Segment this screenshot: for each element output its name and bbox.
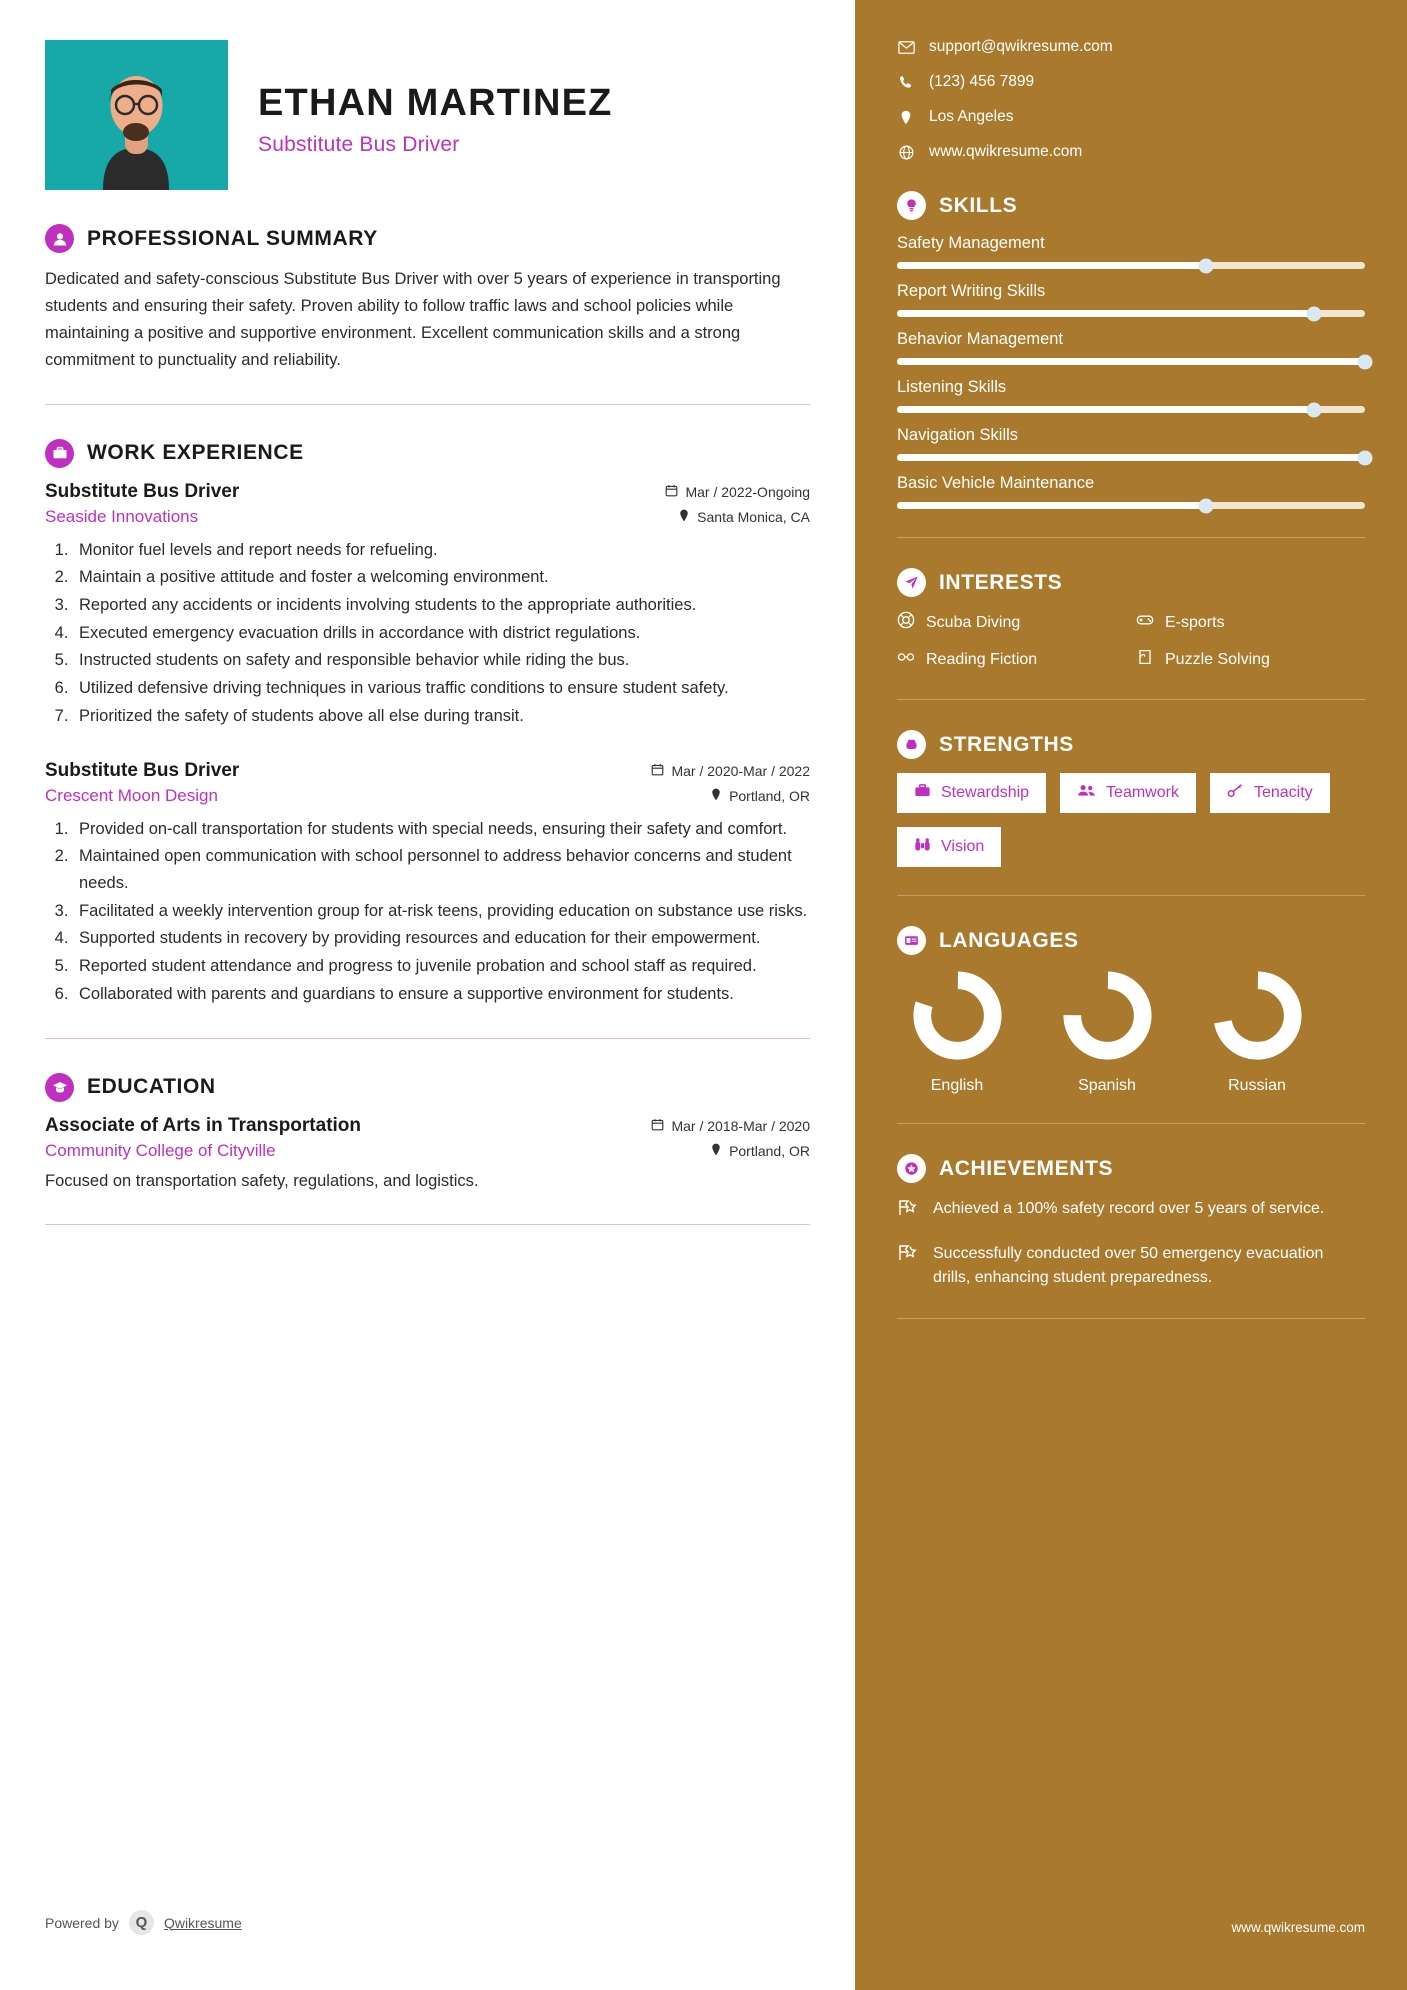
list-item: 2. Maintain a positive attitude and foster a welcoming environment. bbox=[73, 564, 810, 591]
interest-item bbox=[1136, 611, 1365, 634]
skill-item bbox=[897, 282, 1365, 317]
skill-item bbox=[897, 234, 1365, 269]
puzzle-icon bbox=[1136, 648, 1154, 671]
education-location-text: Portland, OR bbox=[729, 1142, 810, 1159]
section-header bbox=[897, 730, 1365, 759]
achievement-item bbox=[897, 1197, 1365, 1224]
id-card-icon bbox=[897, 926, 926, 955]
section-title: WORK EXPERIENCE bbox=[87, 441, 304, 465]
skill-label: Safety Management bbox=[897, 234, 1045, 252]
skill-item bbox=[897, 474, 1365, 509]
skill-label: Basic Vehicle Maintenance bbox=[897, 474, 1095, 492]
location-icon bbox=[710, 1143, 722, 1159]
contact-location-text: Los Angeles bbox=[929, 108, 1014, 125]
section-professional-summary bbox=[45, 224, 810, 374]
language-donut bbox=[1061, 969, 1154, 1062]
interest-label: E-sports bbox=[1165, 613, 1225, 631]
section-languages bbox=[897, 926, 1365, 1095]
language-label: Russian bbox=[1228, 1077, 1286, 1094]
location-icon bbox=[710, 788, 722, 804]
education-description: Focused on transportation safety, regulations, and logistics. bbox=[45, 1171, 479, 1190]
skill-bar bbox=[897, 502, 1365, 509]
divider bbox=[45, 1038, 810, 1039]
award-icon bbox=[897, 1242, 919, 1269]
skill-item bbox=[897, 378, 1365, 413]
section-title: LANGUAGES bbox=[939, 928, 1079, 952]
languages-list bbox=[897, 969, 1365, 1095]
strength-chip bbox=[897, 773, 1046, 813]
phone-icon bbox=[897, 75, 915, 90]
globe-icon bbox=[897, 145, 915, 160]
work-bullets bbox=[73, 537, 810, 730]
section-achievements bbox=[897, 1154, 1365, 1290]
sidebar-footer-url: www.qwikresume.com bbox=[1231, 1920, 1365, 1935]
summary-text: Dedicated and safety-conscious Substitute Bus Driver with over 5 years of experience in transporting students and ensuring their safety. Proven ability to follow traffic laws and school policies while maintaining a positive and supportive environment. Excellent communication skills and a strong commitment to punctuality and reliability. bbox=[45, 270, 781, 369]
work-location bbox=[710, 788, 810, 804]
skill-bar bbox=[897, 406, 1365, 413]
avatar bbox=[45, 40, 228, 190]
contact-phone-text: (123) 456 7899 bbox=[929, 73, 1035, 90]
work-entry-sub bbox=[45, 503, 810, 527]
work-location-text: Santa Monica, CA bbox=[697, 508, 810, 525]
work-entry bbox=[45, 760, 810, 1008]
section-title: PROFESSIONAL SUMMARY bbox=[87, 226, 378, 250]
section-title: SKILLS bbox=[939, 193, 1018, 217]
skill-item bbox=[897, 426, 1365, 461]
list-item: 6. Collaborated with parents and guardians to ensure a supportive environment for students. bbox=[73, 981, 810, 1008]
skill-bar bbox=[897, 262, 1365, 269]
section-education bbox=[45, 1073, 810, 1194]
mail-icon bbox=[897, 41, 915, 54]
skill-label: Behavior Management bbox=[897, 330, 1064, 348]
education-degree: Associate of Arts in Transportation bbox=[45, 1114, 362, 1136]
binoculars-icon bbox=[914, 837, 931, 857]
skill-label: Listening Skills bbox=[897, 378, 1007, 396]
section-skills bbox=[897, 191, 1365, 509]
section-header bbox=[897, 926, 1365, 955]
work-location-text: Portland, OR bbox=[729, 787, 810, 804]
skill-bar bbox=[897, 358, 1365, 365]
contact-website[interactable] bbox=[897, 143, 1365, 161]
users-icon bbox=[1077, 783, 1096, 803]
education-school: Community College of Cityville bbox=[45, 1140, 276, 1160]
gamepad-icon bbox=[1136, 611, 1154, 634]
job-role-subtitle: Substitute Bus Driver bbox=[258, 133, 460, 156]
divider bbox=[897, 1318, 1365, 1319]
strength-chip bbox=[1060, 773, 1196, 813]
contact-block bbox=[897, 38, 1365, 161]
list-item: 2. Maintained open communication with school personnel to address behavior concerns and student needs. bbox=[73, 843, 810, 896]
contact-location bbox=[897, 108, 1365, 126]
list-item: 1. Monitor fuel levels and report needs for refueling. bbox=[73, 537, 810, 564]
section-header bbox=[45, 1073, 810, 1102]
skill-label: Navigation Skills bbox=[897, 426, 1019, 444]
briefcase-icon bbox=[914, 783, 931, 803]
key-icon bbox=[1227, 783, 1244, 803]
section-header bbox=[897, 1154, 1365, 1183]
language-label: Spanish bbox=[1078, 1077, 1136, 1094]
strength-chip bbox=[1210, 773, 1330, 813]
strength-label: Teamwork bbox=[1106, 784, 1179, 801]
divider bbox=[45, 404, 810, 405]
language-donut bbox=[911, 969, 1004, 1062]
education-dates bbox=[651, 1118, 810, 1134]
interest-label: Scuba Diving bbox=[926, 613, 1021, 631]
divider bbox=[45, 1224, 810, 1225]
contact-phone[interactable] bbox=[897, 73, 1365, 91]
star-badge-icon bbox=[897, 1154, 926, 1183]
work-location bbox=[678, 509, 810, 525]
strength-label: Stewardship bbox=[941, 784, 1030, 801]
work-company: Seaside Innovations bbox=[45, 506, 199, 526]
interest-item bbox=[1136, 648, 1365, 671]
calendar-icon bbox=[665, 484, 678, 500]
section-title: STRENGTHS bbox=[939, 732, 1074, 756]
achievement-text: Achieved a 100% safety record over 5 years of service. bbox=[933, 1200, 1325, 1217]
list-item: 6. Utilized defensive driving techniques in various traffic conditions to ensure student safety. bbox=[73, 675, 810, 702]
achievement-text: Successfully conducted over 50 emergency evacuation drills, enhancing student preparedness. bbox=[933, 1245, 1324, 1286]
skill-label: Report Writing Skills bbox=[897, 282, 1046, 300]
education-entry-sub bbox=[45, 1137, 810, 1161]
strength-label: Tenacity bbox=[1253, 784, 1313, 801]
list-item: 5. Reported student attendance and progress to juvenile probation and school staff as required. bbox=[73, 953, 810, 980]
divider bbox=[897, 699, 1365, 700]
divider bbox=[897, 895, 1365, 896]
section-strengths bbox=[897, 730, 1365, 867]
powered-by-label: Powered by bbox=[45, 1914, 119, 1931]
work-dates-text: Mar / 2020-Mar / 2022 bbox=[671, 762, 810, 779]
achievement-item bbox=[897, 1242, 1365, 1290]
list-item: 3. Facilitated a weekly intervention group for at-risk teens, providing education on substance use risks. bbox=[73, 898, 810, 925]
work-job-title: Substitute Bus Driver bbox=[45, 480, 240, 502]
work-entry-top bbox=[45, 760, 810, 782]
work-entry bbox=[45, 481, 810, 730]
section-title: ACHIEVEMENTS bbox=[939, 1156, 1114, 1180]
skill-bar bbox=[897, 310, 1365, 317]
education-location bbox=[710, 1143, 810, 1159]
interests-grid bbox=[897, 611, 1365, 671]
strength-chip bbox=[897, 827, 1001, 867]
glasses-icon bbox=[897, 648, 915, 671]
graduation-cap-icon bbox=[45, 1073, 74, 1102]
work-company: Crescent Moon Design bbox=[45, 785, 218, 805]
list-item: 1. Provided on-call transportation for students with special needs, ensuring their safety and comfort. bbox=[73, 816, 810, 843]
location-icon bbox=[897, 110, 915, 125]
language-item bbox=[1197, 969, 1317, 1095]
section-header bbox=[897, 568, 1365, 597]
section-header bbox=[897, 191, 1365, 220]
education-dates-text: Mar / 2018-Mar / 2020 bbox=[671, 1117, 810, 1134]
interest-item bbox=[897, 611, 1126, 634]
section-header bbox=[45, 439, 810, 468]
education-entry bbox=[45, 1115, 810, 1194]
language-label: English bbox=[930, 1077, 984, 1094]
work-dates bbox=[651, 763, 810, 779]
right-sidebar bbox=[855, 0, 1407, 1990]
strengths-list bbox=[897, 773, 1365, 867]
list-item: 7. Prioritized the safety of students above all else during transit. bbox=[73, 703, 810, 730]
award-icon bbox=[897, 1197, 919, 1224]
list-item: 4. Supported students in recovery by providing resources and education for their empowerment. bbox=[73, 925, 810, 952]
work-dates-text: Mar / 2022-Ongoing bbox=[685, 483, 810, 500]
contact-website-text: www.qwikresume.com bbox=[929, 143, 1083, 160]
language-item bbox=[1047, 969, 1167, 1095]
interest-item bbox=[897, 648, 1126, 671]
work-dates bbox=[665, 484, 810, 500]
section-title: EDUCATION bbox=[87, 1075, 216, 1099]
work-entry-sub bbox=[45, 782, 810, 806]
location-icon bbox=[678, 509, 690, 525]
section-header bbox=[45, 224, 810, 253]
work-job-title: Substitute Bus Driver bbox=[45, 759, 240, 781]
work-entry-top bbox=[45, 481, 810, 503]
page-title: ETHAN MARTINEZ bbox=[258, 82, 613, 124]
user-icon bbox=[45, 224, 74, 253]
resume-header bbox=[45, 40, 810, 190]
skill-bar bbox=[897, 454, 1365, 461]
life-ring-icon bbox=[897, 611, 915, 634]
divider bbox=[897, 537, 1365, 538]
list-item: 3. Reported any accidents or incidents involving students to the appropriate authorities. bbox=[73, 592, 810, 619]
language-donut bbox=[1211, 969, 1304, 1062]
lightbulb-icon bbox=[897, 191, 926, 220]
fist-icon bbox=[897, 730, 926, 759]
section-title: INTERESTS bbox=[939, 570, 1063, 594]
education-entry-top bbox=[45, 1115, 810, 1137]
interest-label: Reading Fiction bbox=[926, 650, 1038, 668]
name-block bbox=[258, 40, 613, 157]
qwikresume-link[interactable]: Qwikresume bbox=[163, 1914, 242, 1931]
list-item: 4. Executed emergency evacuation drills in accordance with district regulations. bbox=[73, 620, 810, 647]
strength-label: Vision bbox=[941, 838, 985, 855]
section-interests bbox=[897, 568, 1365, 671]
footer-branding bbox=[45, 1910, 242, 1935]
language-item bbox=[897, 969, 1017, 1095]
contact-email[interactable] bbox=[897, 38, 1365, 56]
contact-email-text: support@qwikresume.com bbox=[929, 38, 1113, 55]
section-work-experience bbox=[45, 439, 810, 1008]
list-item: 5. Instructed students on safety and responsible behavior while riding the bus. bbox=[73, 647, 810, 674]
divider bbox=[897, 1123, 1365, 1124]
calendar-icon bbox=[651, 763, 664, 779]
briefcase-icon bbox=[45, 439, 74, 468]
qwikresume-logo-icon: Q bbox=[129, 1910, 154, 1935]
interest-label: Puzzle Solving bbox=[1165, 650, 1270, 668]
calendar-icon bbox=[651, 1118, 664, 1134]
skill-item bbox=[897, 330, 1365, 365]
work-bullets bbox=[73, 816, 810, 1008]
paper-plane-icon bbox=[897, 568, 926, 597]
